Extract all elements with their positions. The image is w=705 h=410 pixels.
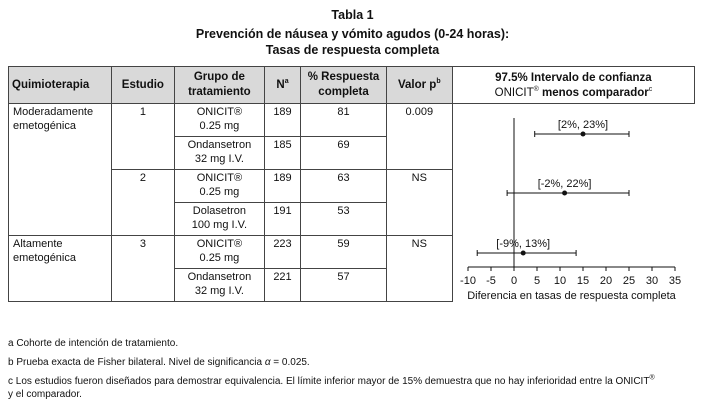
x-tick-label: -10 [460,275,476,287]
cell-grupo [175,137,264,170]
header-row [9,67,695,104]
x-tick-label: 10 [553,275,567,287]
ci-point-estimate [581,132,586,137]
cell-grupo-l1: Ondansetron [187,271,252,283]
header-ci-rest: menos comparador [538,87,649,99]
ci-point-estimate [562,191,567,196]
x-tick-label: 5 [533,275,541,287]
table-title: Prevención de náusea y vómito agudos (0-24 horas): [195,27,510,41]
header-respuesta [301,67,386,104]
header-resp-line2: completa [318,86,369,98]
cell-estudio: 2 [111,170,175,236]
cell-valor-p: NS [386,170,452,236]
header-n-sup: a [284,77,289,85]
cell-grupo-l1: ONICIT® [196,172,243,184]
footnote-a: a Cohorte de intención de tratamiento. [8,338,179,349]
cell-grupo [175,236,264,269]
footnote-c-line2: y el comparador. [8,389,82,400]
footnote-b-alpha: α [264,357,271,368]
header-n-text: N [276,78,285,91]
cell-quimio-l2: emetogénica [13,120,76,132]
cell-grupo-l1: Ondansetron [187,139,252,151]
cell-grupo [175,170,264,203]
forest-plot [455,102,687,317]
footnote-c-reg: ® [649,374,655,382]
footnote-c-line1: c Los estudios fueron diseñados para demostrar equivalencia. El límite inferior mayor de 15% demuestra que no hay inferioridad entre la ONICIT [8,376,650,387]
header-ci-brand: ONICIT [494,87,534,99]
x-tick-label: 35 [668,275,682,287]
cell-n: 189 [264,104,301,137]
cell-estudio: 1 [111,104,175,170]
cell-n: 185 [264,137,301,170]
header-ci-line2 [456,86,691,101]
cell-grupo-l2: 32 mg I.V. [194,285,244,297]
table-caption: Tabla 1 [331,8,374,22]
cell-respuesta: 53 [301,203,386,236]
cell-n: 189 [264,170,301,203]
x-axis-label: Diferencia en tasas de respuesta completa [467,290,676,302]
cell-quimio-l1: Moderadamente [13,106,94,118]
header-intervalo [452,67,694,104]
header-resp-line1: % Respuesta [307,71,380,83]
x-tick-label: 20 [599,275,613,287]
header-grupo-line1: Grupo de [193,71,245,83]
header-estudio: Estudio [111,67,175,104]
cell-quimio-altamente [9,236,112,302]
x-tick-label: 0 [510,275,518,287]
ci-label: [-9%, 13%] [496,238,551,250]
cell-estudio: 3 [111,236,175,302]
header-grupo-line2: tratamiento [188,86,251,98]
cell-n: 223 [264,236,301,269]
cell-respuesta: 81 [301,104,386,137]
cell-grupo [175,104,264,137]
footnote-c [8,375,698,401]
cell-valor-p: NS [386,236,452,302]
header-ci-reg: ® [533,86,539,94]
header-quimioterapia: Quimioterapia [9,67,112,104]
ci-point-estimate [521,251,526,256]
cell-quimio-l1: Altamente [13,238,63,250]
x-tick-label: -5 [486,275,496,287]
x-tick-label: 15 [576,275,590,287]
cell-grupo-l1: ONICIT® [196,238,243,250]
cell-grupo-l2: 0.25 mg [199,120,240,132]
table-subtitle: Tasas de respuesta completa [265,43,440,57]
footnote-b-text: b Prueba exacta de Fisher bilateral. Nivel de significancia [8,357,265,368]
ci-label: [-2%, 22%] [537,178,592,190]
footnotes [8,337,698,407]
cell-n: 191 [264,203,301,236]
cell-valor-p: 0.009 [386,104,452,170]
cell-grupo [175,269,264,302]
cell-quimio-moderada [9,104,112,236]
header-n [264,67,301,104]
header-ci-line1: 97.5% Intervalo de confianza [495,72,652,84]
cell-respuesta: 59 [301,236,386,269]
cell-grupo-l1: ONICIT® [196,106,243,118]
header-valor-p [386,67,452,104]
cell-grupo-l2: 0.25 mg [199,252,240,264]
cell-respuesta: 57 [301,269,386,302]
x-tick-label: 25 [622,275,636,287]
header-ci-sup: c [648,86,653,94]
header-valor-sup: b [436,77,441,85]
header-grupo [175,67,264,104]
cell-grupo-l2: 32 mg I.V. [194,153,244,165]
cell-respuesta: 63 [301,170,386,203]
cell-grupo-l1: Dolasetron [192,205,246,217]
cell-grupo-l2: 0.25 mg [199,186,240,198]
cell-n: 221 [264,269,301,302]
footnote-b [8,356,698,369]
ci-label: [2%, 23%] [557,119,609,131]
header-valor-text: Valor p [397,78,437,91]
cell-grupo [175,203,264,236]
footnote-b-post: = 0.025. [270,357,310,368]
cell-quimio-l2: emetogénica [13,252,76,264]
cell-respuesta: 69 [301,137,386,170]
x-tick-label: 30 [645,275,659,287]
cell-grupo-l2: 100 mg I.V. [191,219,248,231]
